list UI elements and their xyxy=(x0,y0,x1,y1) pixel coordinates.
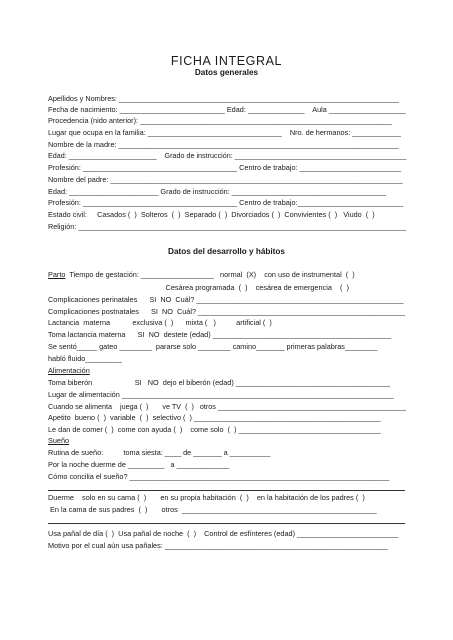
field-text: Motivo por el cual aún usa pañales: _______________________________________________________ xyxy=(48,541,389,550)
field-text: Complicaciones postnatales SI NO Cuál? ___________________________________________________ xyxy=(48,307,406,316)
field-text: Lugar de alimentación ___________________________________________________________________ xyxy=(48,390,394,399)
field-text: Por la noche duerme de _________ a _____________ xyxy=(48,460,230,469)
development-field-line xyxy=(48,529,399,538)
development-field-line xyxy=(48,390,394,399)
development-field-line xyxy=(48,318,272,327)
development-field-line xyxy=(48,295,403,304)
development-field-line xyxy=(48,460,229,469)
field-text: Toma biberón SI NO dejo el biberón (edad) ______________________________________ xyxy=(48,378,390,387)
development-field-line xyxy=(48,493,365,502)
general-field-line: Profesión: ______________________________________ Centro de trabajo:__________________________ xyxy=(48,198,404,207)
development-field-line xyxy=(48,307,405,316)
subsection-line xyxy=(48,270,355,279)
development-field-line xyxy=(48,378,390,387)
field-text: Duerme solo en su cama ( ) en su propia habitación ( ) en la habitación de los padres ( ) xyxy=(48,493,365,502)
general-data-heading: Datos generales xyxy=(194,68,259,77)
form-title: FICHA INTEGRAL xyxy=(170,54,283,68)
blank-rule-line xyxy=(48,490,405,491)
field-text: Cuando se alimenta juega ( ) ve TV ( ) otros _______________________________________________ xyxy=(48,402,406,411)
development-field-line xyxy=(48,505,377,514)
development-field-line xyxy=(48,402,406,411)
development-field-line xyxy=(48,425,381,434)
field-text: Rutina de sueño: toma siesta: ____ de _______ a __________ xyxy=(48,448,271,457)
development-field-line xyxy=(48,541,388,550)
general-field-line: Estado civil: Casados ( ) Solteros ( ) Separado ( ) Divorciados ( ) Convivientes ( ) Viudo ( ) xyxy=(48,210,375,219)
field-text: Le dan de comer ( ) come con ayuda ( ) come solo ( ) ___________________________________ xyxy=(48,425,381,434)
field-text: habló fluido_________ xyxy=(48,354,122,363)
field-text: Usa pañal de día ( ) Usa pañal de noche ( ) Control de esfínteres (edad) _________________________ xyxy=(48,529,399,538)
general-field-line: Nombre del padre: ________________________________________________________________________ xyxy=(48,175,403,184)
general-field-line: Fecha de nacimiento: __________________________ Edad: ______________ Aula ___________________ xyxy=(48,105,406,114)
development-field-line xyxy=(48,413,381,422)
development-field-line xyxy=(48,342,377,351)
subsection-label: Parto xyxy=(48,270,66,279)
general-field-line: Nombre de la madre: _____________________________________________________________________ xyxy=(48,140,399,149)
development-field-line xyxy=(48,448,270,457)
development-heading: Datos del desarrollo y hábitos xyxy=(168,247,285,256)
field-text: Cómo concilia el sueño? ________________________________________________________________ xyxy=(48,472,390,481)
field-text: Lactancia materna exclusiva ( ) mixta ( ) artificial ( ) xyxy=(48,318,272,327)
development-field-line xyxy=(48,472,389,481)
development-field-line xyxy=(48,330,391,339)
field-text: Tiempo de gestación: __________________ normal (X) con uso de instrumental ( ) xyxy=(65,270,355,279)
subsection-label: Alimentación xyxy=(48,366,90,375)
subsection-line xyxy=(48,366,90,375)
field-text: Apetito bueno ( ) variable ( ) selectivo ( ) ______________________________________________ xyxy=(48,413,381,422)
general-field-line: Edad: ______________________ Grado de instrucción: ______________________________________ xyxy=(48,187,386,196)
subsection-label: Sueño xyxy=(48,436,70,445)
field-text: Toma lactancia materna SI NO destete (edad) ____________________________________________ xyxy=(48,330,392,339)
development-field-line xyxy=(48,354,122,363)
general-field-line: Edad: ______________________ Grado de instrucción: ___________________________________________ xyxy=(48,151,407,160)
subsection-line xyxy=(48,436,69,445)
general-field-line: Profesión: ______________________________________ Centro de trabajo: _________________________ xyxy=(48,163,402,172)
development-field-line xyxy=(48,283,349,292)
field-text: Complicaciones perinatales SI NO Cuál? ___________________________________________________ xyxy=(48,295,404,304)
general-field-line: Procedencia (nido anterior): ______________________________________________________________ xyxy=(48,116,392,125)
field-text: Se sentó_____ gateo ________ pararse solo ________ camino_______ primeras palabras________ xyxy=(48,342,378,351)
general-field-line: Religión: _________________________________________________________________________________ xyxy=(48,222,407,231)
general-field-line: Apellidos y Nombres: _____________________________________________________________________ xyxy=(48,94,399,103)
general-field-line: Lugar que ocupa en la familia: _________________________________ Nro. de hermanos: ____________ xyxy=(48,128,401,137)
blank-rule-line xyxy=(48,523,405,524)
field-text: Cesárea programada ( ) cesárea de emergencia ( ) xyxy=(48,283,349,292)
field-text: En la cama de sus padres ( ) otros ________________________________________________ xyxy=(48,505,377,514)
